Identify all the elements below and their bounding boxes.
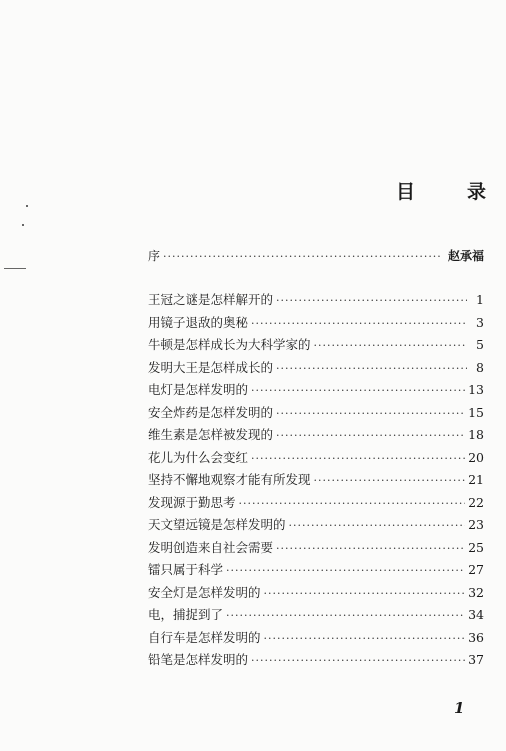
- toc-entry-page: 8: [476, 359, 484, 375]
- toc-entry: [148, 560, 484, 583]
- dot-leader: [251, 384, 465, 397]
- toc-entry-title: 王冠之谜是怎样解开的: [148, 292, 274, 307]
- toc-entry-title: 安全灯是怎样发明的: [148, 584, 261, 600]
- dot-leader: [276, 542, 465, 555]
- toc-entry: [148, 493, 484, 516]
- preface-entry: [148, 247, 484, 264]
- toc-entry-title: 镭只属于科学: [148, 562, 224, 577]
- toc-entry-page: 23: [468, 517, 484, 532]
- dot-leader: [276, 362, 467, 375]
- dot-leader: [251, 317, 467, 330]
- toc-entry-page: 21: [468, 472, 484, 487]
- toc-entry: [148, 335, 484, 358]
- toc-entry-title: 用镜子退敌的奥秘: [148, 314, 249, 330]
- dot-leader: [276, 407, 465, 420]
- toc-entry: [148, 538, 484, 561]
- toc-entry-title: 发明创造来自社会需要: [148, 539, 274, 555]
- toc-entry-title: 发明大王是怎样成长的: [148, 359, 274, 375]
- toc-entry-page: 22: [468, 494, 484, 510]
- toc-entry-title: 天文望远镜是怎样发明的: [148, 517, 286, 532]
- toc-entry-page: 27: [468, 562, 484, 577]
- toc-entry: [148, 448, 484, 471]
- dot-leader: [251, 452, 465, 465]
- toc-entry-title: 发现源于勤思考: [148, 494, 236, 510]
- toc-entry-title: 维生素是怎样被发现的: [148, 427, 274, 442]
- toc-entry-page: 5: [476, 337, 484, 352]
- page-number: 1: [454, 699, 465, 717]
- toc-entry: [148, 583, 484, 606]
- toc-entry: [148, 605, 484, 628]
- scan-speck: [22, 224, 24, 226]
- toc-heading-char: 录: [466, 181, 486, 203]
- toc-entry-page: 13: [468, 382, 484, 397]
- toc-entry: [148, 628, 484, 651]
- dot-leader: [289, 519, 466, 532]
- dot-leader: [276, 429, 465, 442]
- dot-leader: [226, 564, 465, 577]
- toc-entry-page: 36: [468, 629, 484, 645]
- preface-author: 赵承福: [447, 249, 484, 263]
- toc-entry: [148, 380, 484, 403]
- toc-entry-title: 坚持不懈地观察才能有所发现: [148, 472, 311, 487]
- toc-entry-page: 37: [468, 652, 484, 667]
- toc-entry-title: 电，捕捉到了: [148, 607, 224, 622]
- toc-heading-char: 目: [396, 181, 416, 203]
- toc-entry-page: 3: [476, 314, 484, 330]
- dot-leader: [276, 294, 467, 307]
- toc-heading: [396, 177, 486, 204]
- dot-leader: [314, 339, 467, 352]
- toc-entry-page: 1: [476, 292, 484, 307]
- toc-entry-page: 34: [468, 607, 484, 622]
- toc-entry-title: 自行车是怎样发明的: [148, 629, 261, 645]
- toc-entry: [148, 425, 484, 448]
- dot-leader: [251, 654, 465, 667]
- toc-entry: [148, 313, 484, 336]
- toc-entry: [148, 403, 484, 426]
- toc-entry: [148, 470, 484, 493]
- toc-entry-title: 铅笔是怎样发明的: [148, 652, 249, 667]
- toc-entry-title: 牛顿是怎样成长为大科学家的: [148, 337, 311, 352]
- dot-leader: [264, 632, 466, 645]
- dot-leader: [163, 250, 441, 263]
- toc-entry-title: 电灯是怎样发明的: [148, 382, 249, 397]
- toc-list: [148, 290, 484, 673]
- dot-leader: [239, 497, 466, 510]
- toc-entry: [148, 290, 484, 313]
- dot-leader: [264, 587, 466, 600]
- scan-speck: [26, 205, 28, 207]
- preface-label: 序: [148, 249, 161, 263]
- toc-entry-page: 18: [468, 427, 484, 442]
- toc-entry: [148, 358, 484, 381]
- scan-speck: [4, 268, 26, 269]
- toc-entry-page: 15: [468, 404, 484, 420]
- toc-entry-page: 20: [468, 449, 484, 465]
- toc-entry-title: 安全炸药是怎样发明的: [148, 404, 274, 420]
- toc-entry-title: 花儿为什么会变红: [148, 449, 249, 465]
- toc-entry: [148, 650, 484, 673]
- toc-entry: [148, 515, 484, 538]
- dot-leader: [314, 474, 466, 487]
- toc-entry-page: 32: [468, 584, 484, 600]
- dot-leader: [226, 609, 465, 622]
- toc-entry-page: 25: [468, 539, 484, 555]
